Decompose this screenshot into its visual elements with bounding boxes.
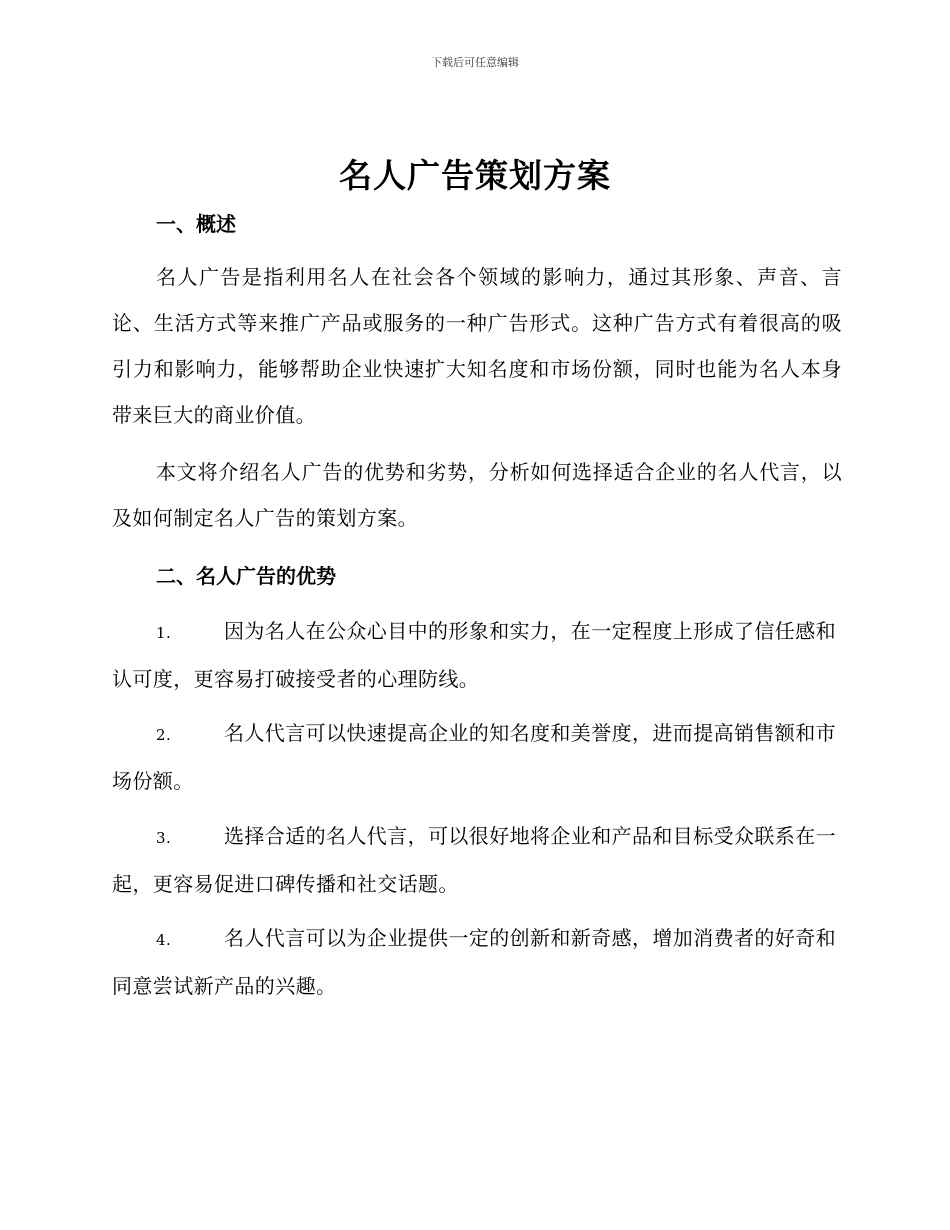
list-item [112, 710, 842, 804]
list-item [112, 915, 842, 1009]
list-item-text: 选择合适的名人代言，可以很好地将企业和产品和目标受众联系在一起，更容易促进口碑传播和社交话题。 [112, 824, 836, 896]
list-item [112, 608, 842, 702]
list-item-number: 3. [156, 829, 172, 847]
list-item-text: 因为名人在公众心目中的形象和实力，在一定程度上形成了信任感和认可度，更容易打破接受者的心理防线。 [112, 619, 836, 691]
paragraph-overview-2: 本文将介绍名人广告的优势和劣势，分析如何选择适合企业的名人代言，以及如何制定名人广告的策划方案。 [112, 460, 842, 530]
list-item-text: 名人代言可以为企业提供一定的创新和新奇感，增加消费者的好奇和同意尝试新产品的兴趣。 [112, 926, 836, 998]
document-title: 名人广告策划方案 [339, 156, 611, 195]
section-heading-overview: 一、概述 [156, 212, 236, 236]
section-heading-advantages: 二、名人广告的优势 [156, 564, 336, 588]
list-item-text: 名人代言可以快速提高企业的知名度和美誉度，进而提高销售额和市场份额。 [112, 721, 836, 793]
list-item-number: 4. [156, 931, 172, 949]
list-item [112, 813, 842, 907]
list-item-number: 2. [156, 726, 172, 744]
paragraph-overview-1: 名人广告是指利用名人在社会各个领域的影响力，通过其形象、声音、言论、生活方式等来推广产品或服务的一种广告形式。这种广告方式有着很高的吸引力和影响力，能够帮助企业快速扩大知名度和市场份额，同时也能为名人本身带来巨大的商业价值。 [112, 265, 842, 427]
header-note: 下载后可任意编辑 [431, 56, 519, 69]
list-item-number: 1. [156, 624, 172, 642]
